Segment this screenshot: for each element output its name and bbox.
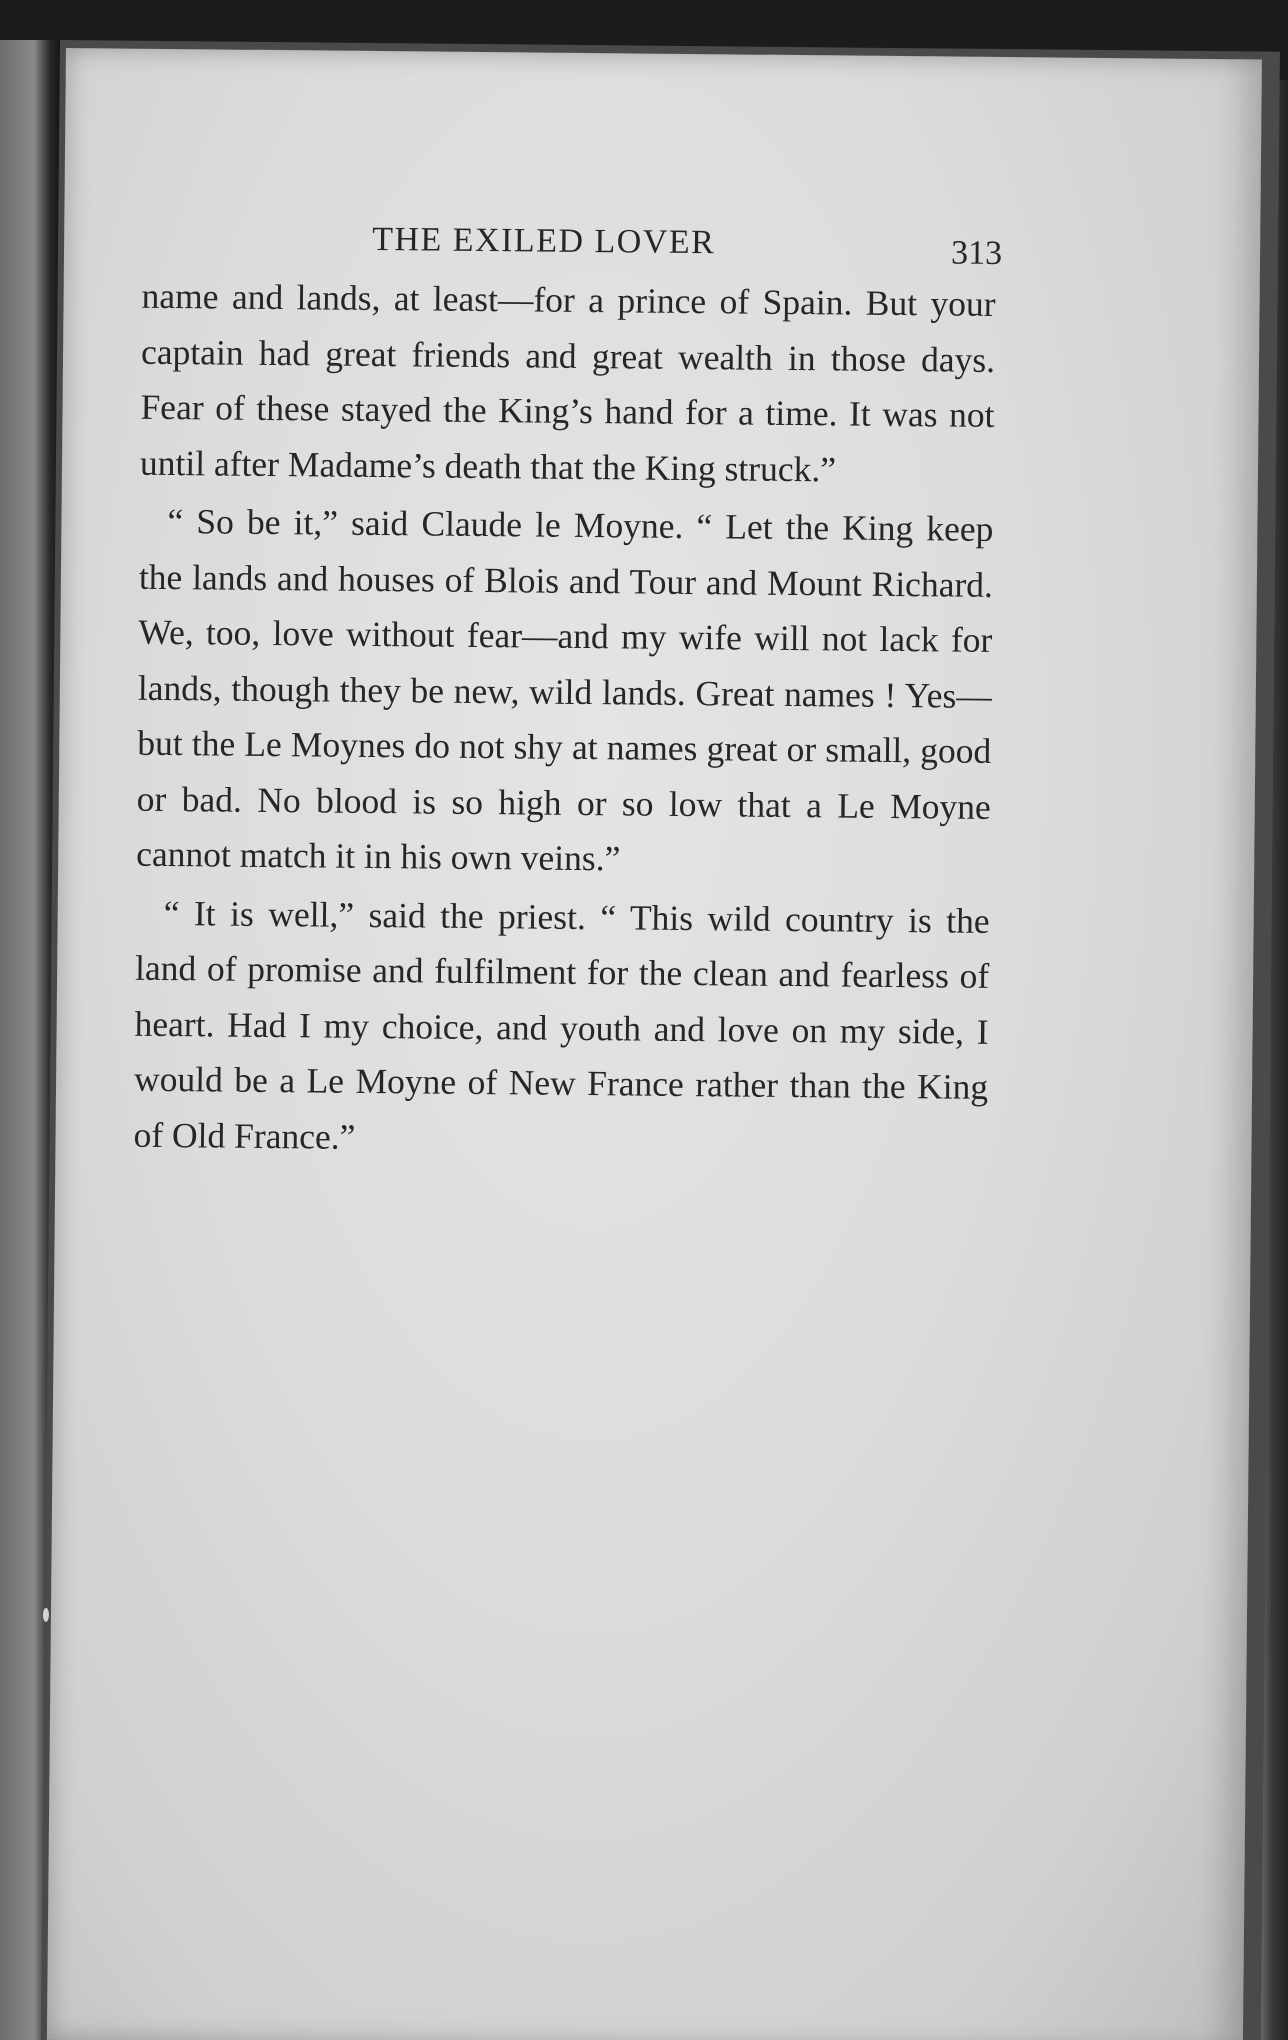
running-head: [142, 199, 1003, 277]
page-text-block: [133, 199, 1003, 1171]
page-number: 313: [950, 234, 1003, 272]
paragraph-2: “ So be it,” said Claude le Moyne. “ Let the King keep the lands and houses of Blois and Tour and Mount Richard. We, too, love without fear—and my wife will not lack for lands, though they be new, wild lands. Great names ! Yes—but the Le Moynes do not shy at names great or small, good or bad. No blood is so high or so low that a Le Moyne cannot match it in his own veins.”: [136, 500, 994, 879]
paragraph-1: name and lands, at least—for a prince of Spain. But your captain had great friends and great wealth in those days. Fear of these stayed the King’s hand for a time. It was not until after Madame’s death that the King struck.”: [139, 275, 996, 489]
paragraph-3: “ It is well,” said the priest. “ This wild country is the land of promise and fulfilment for the clean and fearless of heart. Had I my choice, and youth and love on my side, I would be a Le Moyne of New France rather than the King of Old France.”: [133, 892, 990, 1157]
running-title: THE EXILED LOVER: [371, 220, 716, 262]
book-page: [47, 48, 1262, 2040]
